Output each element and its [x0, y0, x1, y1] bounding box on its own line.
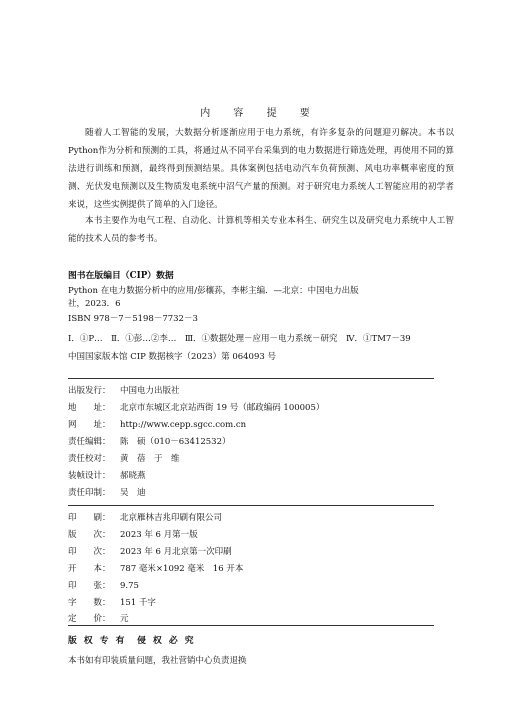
publisher-row: [68, 401, 324, 413]
designer-value: 郝晓燕: [120, 471, 146, 481]
website-value: http://www.cepp.sgcc.com.cn: [120, 420, 247, 430]
printing-row: [68, 579, 139, 591]
printing-row: [68, 528, 198, 540]
website-label: 网 址：: [68, 420, 111, 430]
divider-bottom: [68, 625, 434, 626]
cip-classification: Ⅰ．①P… Ⅱ．①彭…②李… Ⅲ．①数据处理－应用－电力系统－研究 Ⅳ．①TM7－39: [68, 334, 411, 344]
printing-row: [68, 596, 156, 608]
printing-row: [68, 562, 243, 574]
copyright-title: 版 权 专 有 侵 权 必 究: [68, 636, 196, 646]
print-supervisor-label: 责任印制：: [68, 488, 111, 498]
publisher-row: [68, 435, 231, 447]
publisher-row: [68, 384, 180, 396]
proofreader-value: 黄 蓓 于 维: [120, 454, 180, 464]
copyright-notice: 本书如有印装质量问题，我社营销中心负责退换: [68, 656, 247, 666]
impression-value: 2023 年 6 月北京第一次印刷: [120, 547, 232, 557]
editor-label: 责任编辑：: [68, 437, 111, 447]
publisher-row: [68, 418, 246, 430]
printer-label: 印 刷：: [68, 513, 111, 523]
divider-top: [68, 378, 434, 379]
summary-title: 内 容 提 要: [200, 108, 320, 119]
proofreader-label: 责任校对：: [68, 454, 111, 464]
cip-line-2: 社，2023．6: [68, 299, 121, 309]
format-value: 787 毫米×1092 毫米 16 开本: [120, 564, 244, 574]
cip-record-number: 中国国家版本馆 CIP 数据核字（2023）第 064093 号: [68, 352, 276, 362]
publisher-row: [68, 486, 146, 498]
word-count-value: 151 千字: [120, 598, 156, 608]
cip-line-1: Python 在电力数据分析中的应用/彭穰荪，李彬主编．—北京：中国电力出版: [68, 286, 359, 296]
word-count-label: 字 数：: [68, 598, 111, 608]
format-label: 开 本：: [68, 564, 111, 574]
printing-row: [68, 612, 129, 624]
edition-value: 2023 年 6 月第一版: [120, 530, 198, 540]
summary-paragraph-1: 随着人工智能的发展，大数据分析逐渐应用于电力系统，有许多复杂的问题迎刃解决。本书以Python作为分析和预测的工具，将通过从不同平台采集到的电力数据进行筛选处理，再使用不同的算法进行训练和预测，最终得到预测结果。具体案例包括电动汽车负荷预测、风电功率概率密度的预测、光伏发电预测以及生物质发电系统中沼气产量的预测。对于研究电力系统人工智能应用的初学者来说，这些实例提供了简单的入门途径。: [68, 128, 454, 210]
price-label: 定 价：: [68, 614, 111, 624]
cip-isbn: ISBN 978－7－5198－7732－3: [68, 314, 198, 324]
publisher-row: [68, 469, 146, 481]
printer-value: 北京雁林吉兆印刷有限公司: [120, 513, 223, 523]
publisher-row: [68, 452, 180, 464]
impression-label: 印 次：: [68, 547, 111, 557]
publisher-label: 出版发行：: [68, 386, 111, 396]
edition-label: 版 次：: [68, 530, 111, 540]
divider-middle: [68, 505, 434, 506]
price-value: 元: [120, 614, 129, 624]
publisher-value: 中国电力出版社: [120, 386, 180, 396]
print-supervisor-value: 吴 迪: [120, 488, 146, 498]
editor-value: 陈 硕（010－63412532）: [120, 437, 231, 447]
printing-row: [68, 511, 222, 523]
address-label: 地 址：: [68, 403, 111, 413]
sheets-value: 9.75: [120, 581, 139, 591]
address-value: 北京市东城区北京站西街 19 号（邮政编码 100005）: [120, 403, 325, 413]
printing-row: [68, 545, 232, 557]
cip-heading: 图书在版编目（CIP）数据: [68, 271, 174, 281]
designer-label: 装帧设计：: [68, 471, 111, 481]
sheets-label: 印 张：: [68, 581, 111, 591]
summary-paragraph-2: 本书主要作为电气工程、自动化、计算机等相关专业本科生、研究生以及研究电力系统中人工智能的技术人员的参考书。: [68, 216, 454, 244]
